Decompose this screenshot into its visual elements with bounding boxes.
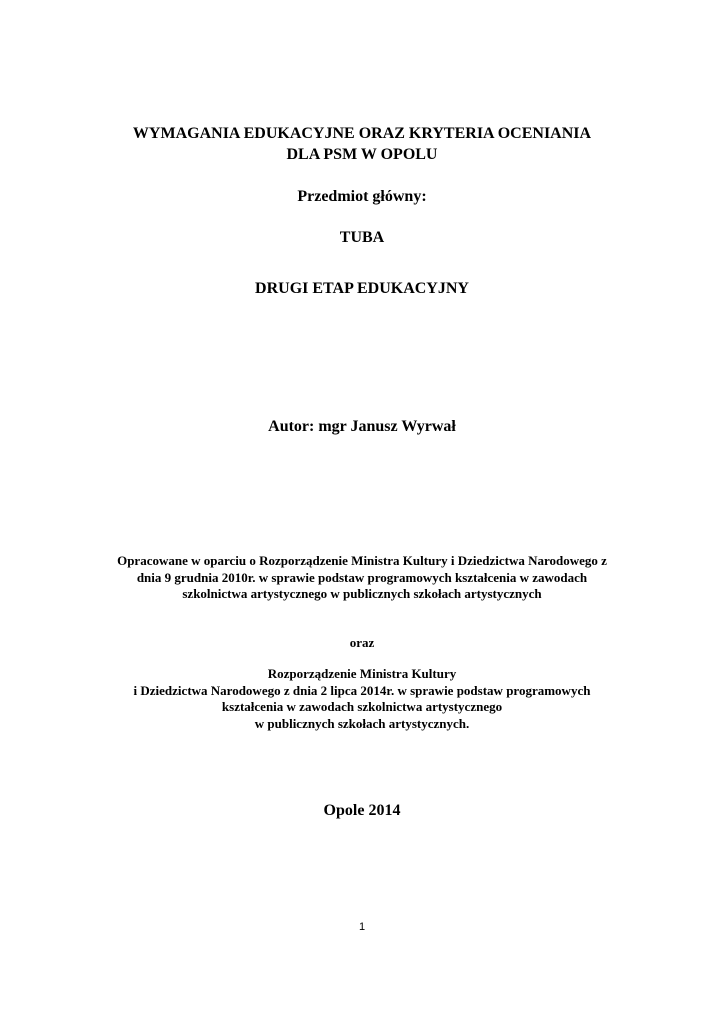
subject-name: TUBA [339,229,385,246]
basis2-line-4: w publicznych szkołach artystycznych. [254,716,470,731]
place-year: Opole 2014 [323,802,401,819]
title-line-1: WYMAGANIA EDUKACYJNE ORAZ KRYTERIA OCENIANIA [132,125,592,142]
basis2-line-3: kształcenia w zawodach szkolnictwa artystycznego [221,699,503,714]
author: Autor: mgr Janusz Wyrwał [268,418,456,435]
title-line-2: DLA PSM W OPOLU [286,146,438,163]
basis-line-2: dnia 9 grudnia 2010r. w sprawie podstaw programowych kształcenia w zawodach [136,570,588,585]
basis-line-1: Opracowane w oparciu o Rozporządzenie Ministra Kultury i Dziedzictwa Narodowego z [117,553,607,568]
basis-line-3: szkolnictwa artystycznego w publicznych szkołach artystycznych [182,586,542,601]
basis2-line-2: i Dziedzictwa Narodowego z dnia 2 lipca 2014r. w sprawie podstaw programowych [133,683,591,698]
basis2-line-1: Rozporządzenie Ministra Kultury [267,666,457,681]
page-number: 1 [358,921,366,933]
education-stage: DRUGI ETAP EDUKACYJNY [255,280,469,297]
subject-label: Przedmiot główny: [297,188,427,205]
conjunction: oraz [349,635,375,650]
